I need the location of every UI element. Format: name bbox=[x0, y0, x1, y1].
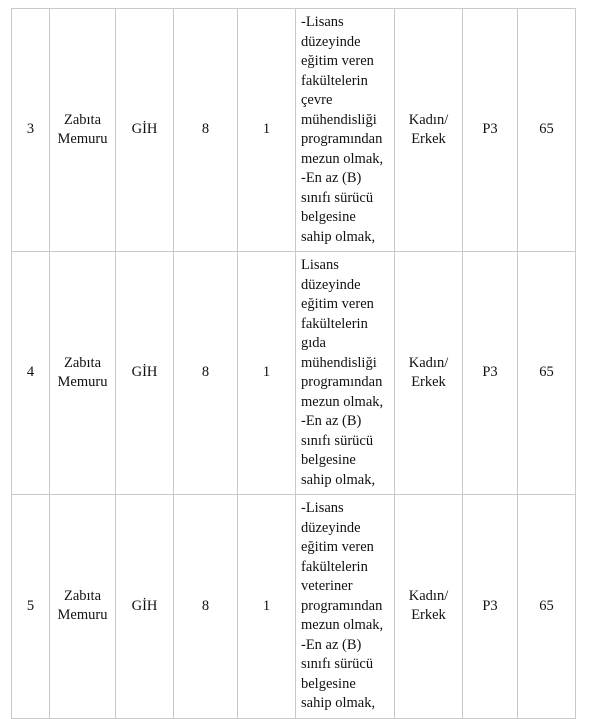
gender-cell bbox=[395, 495, 463, 719]
position-title-line: Zabıta bbox=[63, 587, 102, 604]
gender-line: Erkek bbox=[411, 131, 446, 147]
requirement-line: sahip olmak, bbox=[301, 471, 376, 488]
score-type-cell: P3 bbox=[463, 252, 518, 495]
requirement-line: eğitim veren bbox=[301, 539, 374, 555]
requirement-line: fakültelerin bbox=[301, 315, 368, 332]
position-title-cell bbox=[50, 9, 116, 252]
table-row bbox=[12, 9, 576, 252]
gender-line: Kadın/ bbox=[408, 354, 449, 371]
requirement-line: belgesine bbox=[301, 452, 356, 468]
gender-line: Kadın/ bbox=[408, 111, 449, 128]
requirement-line: düzeyinde bbox=[301, 33, 361, 50]
score-type-cell: P3 bbox=[463, 9, 518, 252]
row-number-cell: 3 bbox=[12, 9, 50, 252]
requirement-line: mühendisliği bbox=[301, 111, 377, 128]
position-title-cell bbox=[50, 495, 116, 719]
count-cell: 1 bbox=[238, 252, 296, 495]
requirement-line: -En az (B) bbox=[301, 413, 362, 429]
requirement-line: eğitim veren bbox=[301, 53, 374, 69]
requirements-cell bbox=[296, 495, 395, 719]
position-title-line: Zabıta bbox=[63, 111, 102, 128]
requirement-line: mezun olmak, bbox=[301, 150, 384, 167]
requirement-line: programından bbox=[301, 374, 383, 390]
min-score-cell: 65 bbox=[518, 9, 576, 252]
requirement-line: Lisans bbox=[301, 257, 339, 273]
requirement-line: -Lisans bbox=[301, 500, 344, 516]
requirement-line: düzeyinde bbox=[301, 519, 361, 536]
min-score-cell: 65 bbox=[518, 495, 576, 719]
requirement-line: -Lisans bbox=[301, 14, 344, 30]
requirement-line: programından bbox=[301, 597, 383, 614]
count-cell: 1 bbox=[238, 495, 296, 719]
class-cell: GİH bbox=[116, 9, 174, 252]
requirement-line: veteriner bbox=[301, 578, 353, 594]
requirement-line: belgesine bbox=[301, 675, 356, 692]
position-title-cell bbox=[50, 252, 116, 495]
position-title-line: Zabıta bbox=[63, 354, 102, 371]
requirement-line: fakültelerin bbox=[301, 72, 368, 89]
requirement-line: sınıfı sürücü bbox=[301, 432, 374, 449]
position-title-line: Memuru bbox=[57, 374, 108, 390]
min-score-cell: 65 bbox=[518, 252, 576, 495]
requirement-line: programından bbox=[301, 131, 383, 147]
position-title-line: Memuru bbox=[57, 131, 108, 147]
score-type-cell: P3 bbox=[463, 495, 518, 719]
gender-cell bbox=[395, 9, 463, 252]
degree-cell: 8 bbox=[174, 9, 238, 252]
gender-line: Erkek bbox=[411, 607, 446, 624]
requirement-line: sahip olmak, bbox=[301, 695, 376, 711]
requirement-line: -En az (B) bbox=[301, 636, 362, 653]
class-cell: GİH bbox=[116, 252, 174, 495]
requirement-line: eğitim veren bbox=[301, 296, 374, 312]
requirements-cell bbox=[296, 9, 395, 252]
table-body bbox=[12, 9, 576, 719]
table-row bbox=[12, 252, 576, 495]
row-number-cell: 5 bbox=[12, 495, 50, 719]
gender-line: Erkek bbox=[411, 374, 446, 390]
requirement-line: sınıfı sürücü bbox=[301, 189, 374, 206]
table-row bbox=[12, 495, 576, 719]
requirement-line: çevre bbox=[301, 92, 333, 108]
degree-cell: 8 bbox=[174, 495, 238, 719]
requirement-line: belgesine bbox=[301, 209, 356, 225]
requirement-line: mezun olmak, bbox=[301, 617, 384, 633]
job-table bbox=[11, 8, 576, 719]
requirement-line: mühendisliği bbox=[301, 354, 377, 371]
requirement-line: fakültelerin bbox=[301, 558, 368, 575]
requirement-line: sahip olmak, bbox=[301, 228, 376, 245]
gender-line: Kadın/ bbox=[408, 587, 449, 604]
row-number-cell: 4 bbox=[12, 252, 50, 495]
requirement-line: düzeyinde bbox=[301, 276, 361, 293]
count-cell: 1 bbox=[238, 9, 296, 252]
degree-cell: 8 bbox=[174, 252, 238, 495]
position-title-line: Memuru bbox=[57, 607, 108, 624]
requirement-line: gıda bbox=[301, 335, 326, 351]
gender-cell bbox=[395, 252, 463, 495]
requirement-line: sınıfı sürücü bbox=[301, 656, 374, 672]
requirement-line: -En az (B) bbox=[301, 170, 362, 186]
requirement-line: mezun olmak, bbox=[301, 393, 384, 410]
requirements-cell bbox=[296, 252, 395, 495]
class-cell: GİH bbox=[116, 495, 174, 719]
